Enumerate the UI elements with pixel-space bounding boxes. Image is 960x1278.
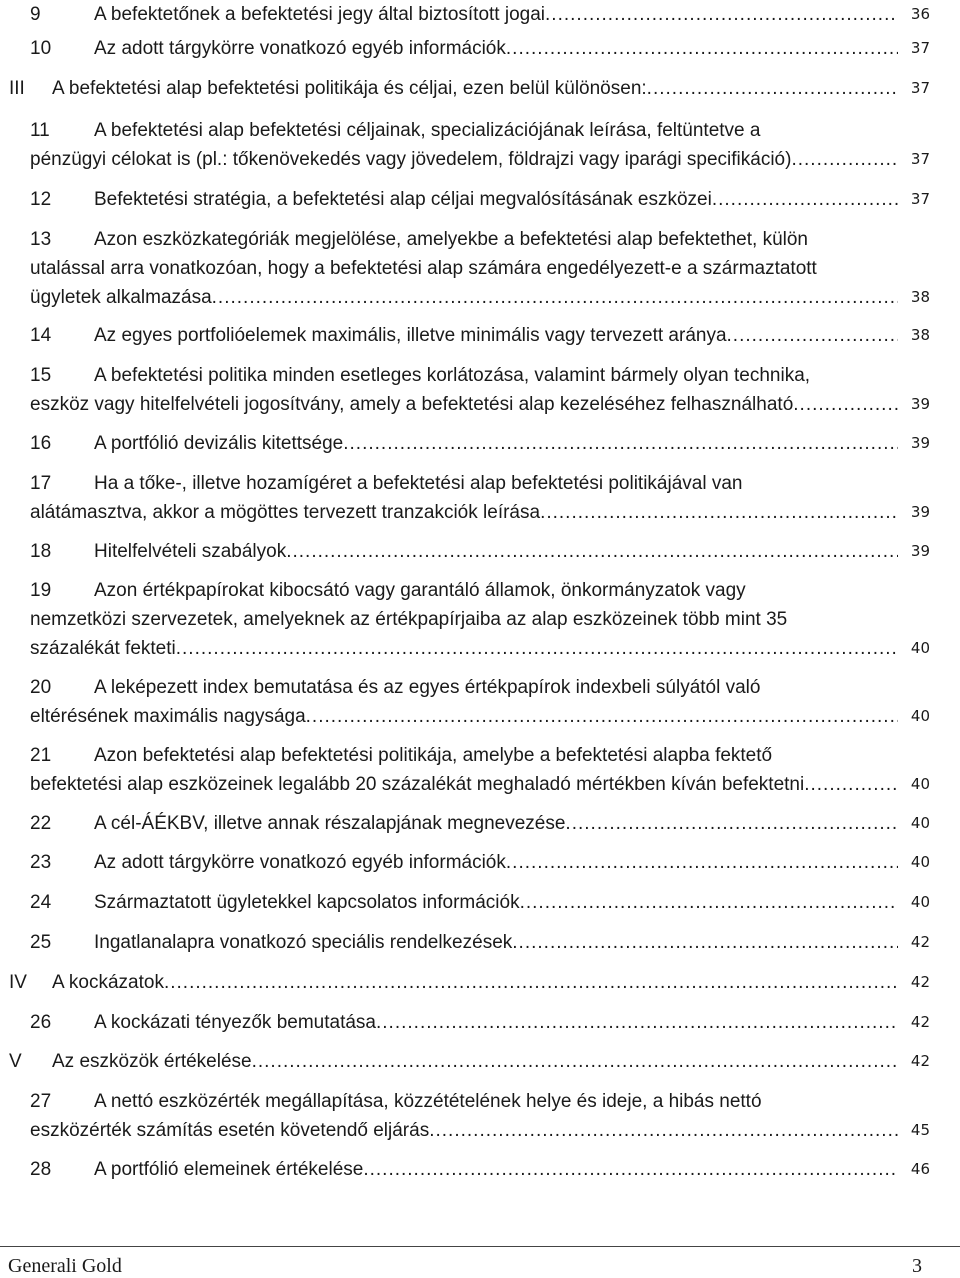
dot-leader	[540, 498, 898, 527]
toc-entry[interactable]	[0, 673, 960, 731]
footer-page-number: 3	[912, 1255, 922, 1277]
toc-entry-title: A portfólió devizális kitettsége	[94, 433, 344, 454]
toc-entry-number: 22	[30, 813, 52, 834]
toc-entry[interactable]	[0, 537, 960, 566]
toc-entry[interactable]	[0, 928, 960, 957]
dot-leader	[363, 1155, 898, 1184]
toc-chapter[interactable]	[0, 1047, 960, 1076]
footer-document-title: Generali Gold	[8, 1255, 122, 1277]
dot-leader	[647, 74, 898, 103]
dot-leader	[252, 1047, 898, 1076]
toc-entry[interactable]	[0, 361, 960, 419]
toc-entry[interactable]	[0, 1008, 960, 1037]
toc-entry[interactable]	[0, 741, 960, 799]
toc-entry[interactable]	[0, 576, 960, 663]
toc-entry[interactable]	[0, 185, 960, 214]
toc-entry-page: 37	[910, 190, 930, 208]
toc-entry-number: 9	[30, 4, 41, 25]
dot-leader	[212, 283, 898, 312]
toc-entry[interactable]	[0, 429, 960, 458]
toc-entry-title: Az egyes portfolióelemek maximális, illetve minimális vagy tervezett aránya	[94, 325, 727, 346]
dot-leader	[793, 390, 898, 419]
toc-entry[interactable]	[0, 469, 960, 527]
toc-entry-title: A befektetési alap befektetési céljainak, specializációjának leírása, feltüntetve a	[94, 120, 761, 141]
toc-entry-title: Ha a tőke-, illetve hozamígéret a befektetési alap befektetési politikájával van	[94, 473, 743, 494]
toc-entry-title: A nettó eszközérték megállapítása, közzétételének helye és ideje, a hibás nettó	[94, 1091, 762, 1112]
toc-entry-page: 38	[910, 288, 930, 306]
toc-chapter-title: A befektetési alap befektetési politikája és céljai, ezen belül különösen:	[52, 78, 647, 99]
dot-leader	[306, 702, 898, 731]
toc-entry-number: 20	[30, 677, 52, 698]
toc-entry-number: 11	[30, 120, 50, 141]
toc-entry-title: A leképezett index bemutatása és az egyes értékpapírok indexbeli súlyától való	[94, 677, 761, 698]
dot-leader	[176, 634, 898, 663]
toc-entry-title-cont: nemzetközi szervezetek, amelyeknek az értékpapírjaiba az alap eszközeinek több mint 35	[30, 609, 788, 630]
toc-entry-title-cont: százalékát fekteti	[30, 638, 176, 659]
toc-entry-title: A befektetőnek a befektetési jegy által biztosított jogai	[94, 4, 546, 25]
dot-leader	[286, 537, 898, 566]
toc-entry-number: 15	[30, 365, 52, 386]
toc-entry-page: 36	[910, 5, 930, 23]
dot-leader	[565, 809, 898, 838]
toc-entry-title: Ingatlanalapra vonatkozó speciális rendelkezések	[94, 932, 513, 953]
toc-entry-title-cont: ügyletek alkalmazása	[30, 287, 212, 308]
toc-entry[interactable]	[0, 0, 960, 29]
dot-leader	[512, 928, 898, 957]
toc-entry[interactable]	[0, 321, 960, 350]
dot-leader	[545, 0, 898, 29]
toc-entry-page: 40	[910, 707, 930, 725]
toc-entry-title: Az adott tárgykörre vonatkozó egyéb információk	[94, 38, 506, 59]
toc-entry-title: Az adott tárgykörre vonatkozó egyéb információk	[94, 852, 506, 873]
toc-entry-title: Azon értékpapírokat kibocsátó vagy garantáló államok, önkormányzatok vagy	[94, 580, 746, 601]
toc-entry-title: A befektetési politika minden esetleges korlátozása, valamint bármely olyan technika,	[94, 365, 811, 386]
toc-entry-page: 46	[910, 1160, 930, 1178]
toc-entry-page: 39	[910, 434, 930, 452]
toc-entry-number: 13	[30, 229, 52, 250]
toc-entry-page: 39	[910, 395, 930, 413]
toc-entry-page: 37	[910, 79, 930, 97]
toc-chapter-number: IV	[9, 972, 27, 993]
toc-entry-title: A cél-ÁÉKBV, illetve annak részalapjának megnevezése	[94, 813, 566, 834]
toc-entry-number: 23	[30, 852, 52, 873]
toc-chapter[interactable]	[0, 74, 960, 103]
toc-entry-page: 40	[910, 775, 930, 793]
toc-entry-page: 42	[910, 973, 930, 991]
dot-leader	[376, 1008, 898, 1037]
toc-entry-title-cont: eltérésének maximális nagysága	[30, 706, 306, 727]
toc-entry[interactable]	[0, 1087, 960, 1145]
dot-leader	[429, 1116, 898, 1145]
dot-leader	[791, 145, 898, 174]
toc-entry-title: Azon befektetési alap befektetési politikája, amelybe a befektetési alapba fektető	[94, 745, 773, 766]
toc-entry-page: 42	[910, 933, 930, 951]
toc-entry[interactable]	[0, 809, 960, 838]
toc-chapter-title: Az eszközök értékelése	[52, 1051, 252, 1072]
toc-chapter-title: A kockázatok	[52, 972, 164, 993]
toc-entry-page: 40	[910, 893, 930, 911]
toc-entry-page: 38	[910, 326, 930, 344]
toc-entry[interactable]	[0, 1155, 960, 1184]
toc-entry-number: 14	[30, 325, 52, 346]
toc-entry[interactable]	[0, 116, 960, 174]
toc-entry-number: 17	[30, 473, 52, 494]
toc-entry-title-cont: pénzügyi célokat is (pl.: tőkenövekedés vagy jövedelem, földrajzi vagy iparági specifikáció)	[30, 149, 792, 170]
dot-leader	[804, 770, 898, 799]
toc-entry-page: 39	[910, 542, 930, 560]
toc-entry-number: 21	[30, 745, 52, 766]
toc-entry-number: 25	[30, 932, 52, 953]
toc-entry-page: 42	[910, 1052, 930, 1070]
toc-entry-page: 39	[910, 503, 930, 521]
toc-entry-title-cont: alátámasztva, akkor a mögöttes tervezett tranzakciók leírása	[30, 502, 541, 523]
toc-entry[interactable]	[0, 225, 960, 312]
dot-leader	[506, 848, 898, 877]
toc-entry-number: 16	[30, 433, 52, 454]
toc-entry-title: Hitelfelvételi szabályok	[94, 541, 287, 562]
toc-entry-page: 40	[910, 853, 930, 871]
page-footer	[0, 1246, 960, 1277]
toc-entry-title: A kockázati tényezők bemutatása	[94, 1012, 376, 1033]
toc-entry-title-cont: eszközérték számítás esetén követendő eljárás	[30, 1120, 430, 1141]
toc-entry-page: 42	[910, 1013, 930, 1031]
toc-entry-title-cont: befektetési alap eszközeinek legalább 20 százalékát meghaladó mértékben kíván befektetni	[30, 774, 805, 795]
toc-entry-number: 10	[30, 38, 52, 59]
toc-entry-title: Származtatott ügyletekkel kapcsolatos információk	[94, 892, 520, 913]
toc-entry-number: 24	[30, 892, 52, 913]
toc-chapter-number: III	[9, 78, 25, 99]
toc-entry-number: 18	[30, 541, 52, 562]
dot-leader	[520, 888, 898, 917]
toc-entry-number: 19	[30, 580, 52, 601]
toc-entry-number: 28	[30, 1159, 52, 1180]
toc-entry-page: 40	[910, 639, 930, 657]
toc-entry[interactable]	[0, 888, 960, 917]
toc-chapter[interactable]	[0, 968, 960, 997]
toc-entry-number: 27	[30, 1091, 52, 1112]
toc-entry-title-cont: utalással arra vonatkozóan, hogy a befektetési alap számára engedélyezett-e a származtatott	[30, 258, 817, 279]
toc-entry-title-cont: eszköz vagy hitelfelvételi jogosítvány, amely a befektetési alap kezeléséhez felhasználható	[30, 394, 794, 415]
toc-entry-page: 37	[910, 39, 930, 57]
dot-leader	[727, 321, 898, 350]
toc-entry-page: 45	[910, 1121, 930, 1139]
toc-entry-title: Befektetési stratégia, a befektetési alap céljai megvalósításának eszközei	[94, 189, 712, 210]
toc-entry-number: 12	[30, 189, 52, 210]
toc-entry-title: Azon eszközkategóriák megjelölése, amelyekbe a befektetési alap befektethet, külön	[94, 229, 808, 250]
toc-entry-page: 37	[910, 150, 930, 168]
toc-entry-number: 26	[30, 1012, 52, 1033]
toc-chapter-number: V	[9, 1051, 22, 1072]
toc-entry[interactable]	[0, 848, 960, 877]
dot-leader	[712, 185, 898, 214]
dot-leader	[506, 34, 898, 63]
dot-leader	[164, 968, 898, 997]
toc-entry-page: 40	[910, 814, 930, 832]
dot-leader	[343, 429, 898, 458]
toc-entry[interactable]	[0, 34, 960, 63]
toc-entry-title: A portfólió elemeinek értékelése	[94, 1159, 364, 1180]
